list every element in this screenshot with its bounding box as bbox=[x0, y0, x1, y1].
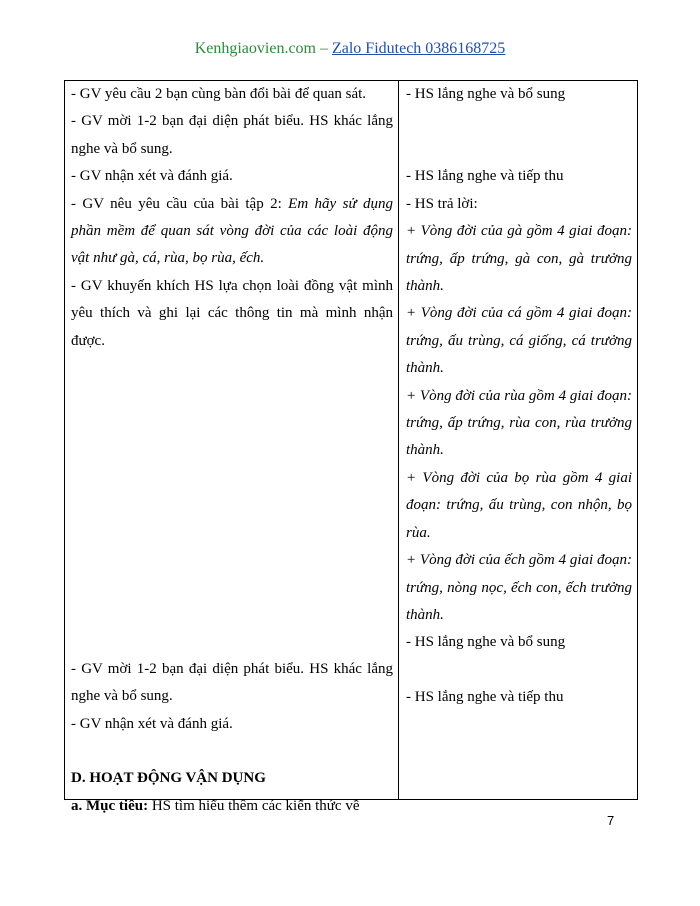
teacher-step-1: - GV yêu cầu 2 bạn cùng bàn đổi bài để quan sát. bbox=[71, 86, 367, 102]
spacer bbox=[406, 657, 632, 684]
teacher-column bbox=[71, 81, 393, 820]
student-response-4: - HS lắng nghe và bổ sung bbox=[406, 634, 566, 651]
student-response-1: - HS lắng nghe và bổ sung bbox=[406, 86, 566, 102]
lifecycle-ladybug: + Vòng đời của bọ rùa gồm 4 giai đoạn: trứng, ấu trùng, con nhộn, bọ rùa. bbox=[406, 469, 632, 541]
teacher-step-3: - GV nhận xét và đánh giá. bbox=[71, 168, 233, 185]
section-title: D. HOẠT ĐỘNG VẬN DỤNG bbox=[71, 770, 266, 787]
page-header bbox=[0, 40, 700, 58]
spacer bbox=[406, 108, 632, 163]
student-response-3: - HS trả lời: bbox=[406, 195, 478, 212]
goal-line bbox=[71, 793, 393, 820]
student-response-5: - HS lắng nghe và tiếp thu bbox=[406, 688, 564, 705]
zalo-link[interactable]: Zalo Fidutech 0386168725 bbox=[331, 40, 506, 57]
spacer bbox=[71, 738, 393, 765]
spacer bbox=[71, 355, 393, 656]
teacher-step-7: - GV nhận xét và đánh giá. bbox=[71, 715, 233, 732]
teacher-step-6: - GV mời 1-2 bạn đại diện phát biểu. HS khác lắng nghe và bổ sung. bbox=[71, 661, 393, 705]
site-name: Kenhgiaovien.com bbox=[194, 40, 316, 57]
teacher-step-2: - GV mời 1-2 bạn đại diện phát biểu. HS khác lắng nghe và bổ sung. bbox=[71, 113, 393, 157]
column-divider bbox=[398, 81, 399, 799]
lifecycle-frog: + Vòng đời của ếch gồm 4 giai đoạn: trứng, nòng nọc, ếch con, ếch trưởng thành. bbox=[406, 552, 632, 623]
task-2-prefix: - GV nêu yêu cầu của bài tập 2: bbox=[71, 195, 289, 212]
goal-text: HS tìm hiểu thêm các kiến thức về bbox=[148, 797, 360, 814]
task-2-text: Em hãy sử dụng phần mềm để quan sát vòng đời của các loài động vật như gà, cá, rùa, bọ rùa, ếch. bbox=[71, 195, 394, 267]
lifecycle-fish: + Vòng đời của cá gồm 4 giai đoạn: trứng, ấu trùng, cá giống, cá trưởng thành. bbox=[406, 305, 632, 377]
lesson-table bbox=[64, 80, 638, 814]
teacher-step-4 bbox=[71, 191, 393, 273]
header-separator: – bbox=[315, 40, 332, 57]
teacher-step-5: - GV khuyến khích HS lựa chọn loài đồng vật mình yêu thích và ghi lại các thông tin mà mình nhận được. bbox=[71, 277, 393, 349]
lifecycle-chicken: + Vòng đời của gà gồm 4 giai đoạn: trứng, ấp trứng, gà con, gà trưởng thành. bbox=[406, 223, 632, 295]
goal-label: a. Mục tiêu: bbox=[71, 797, 149, 814]
page-number: 7 bbox=[607, 813, 615, 828]
student-column bbox=[406, 81, 632, 711]
student-response-2: - HS lắng nghe và tiếp thu bbox=[406, 168, 564, 185]
lifecycle-turtle: + Vòng đời của rùa gồm 4 giai đoạn: trứng, ấp trứng, rùa con, rùa trưởng thành. bbox=[406, 387, 632, 459]
